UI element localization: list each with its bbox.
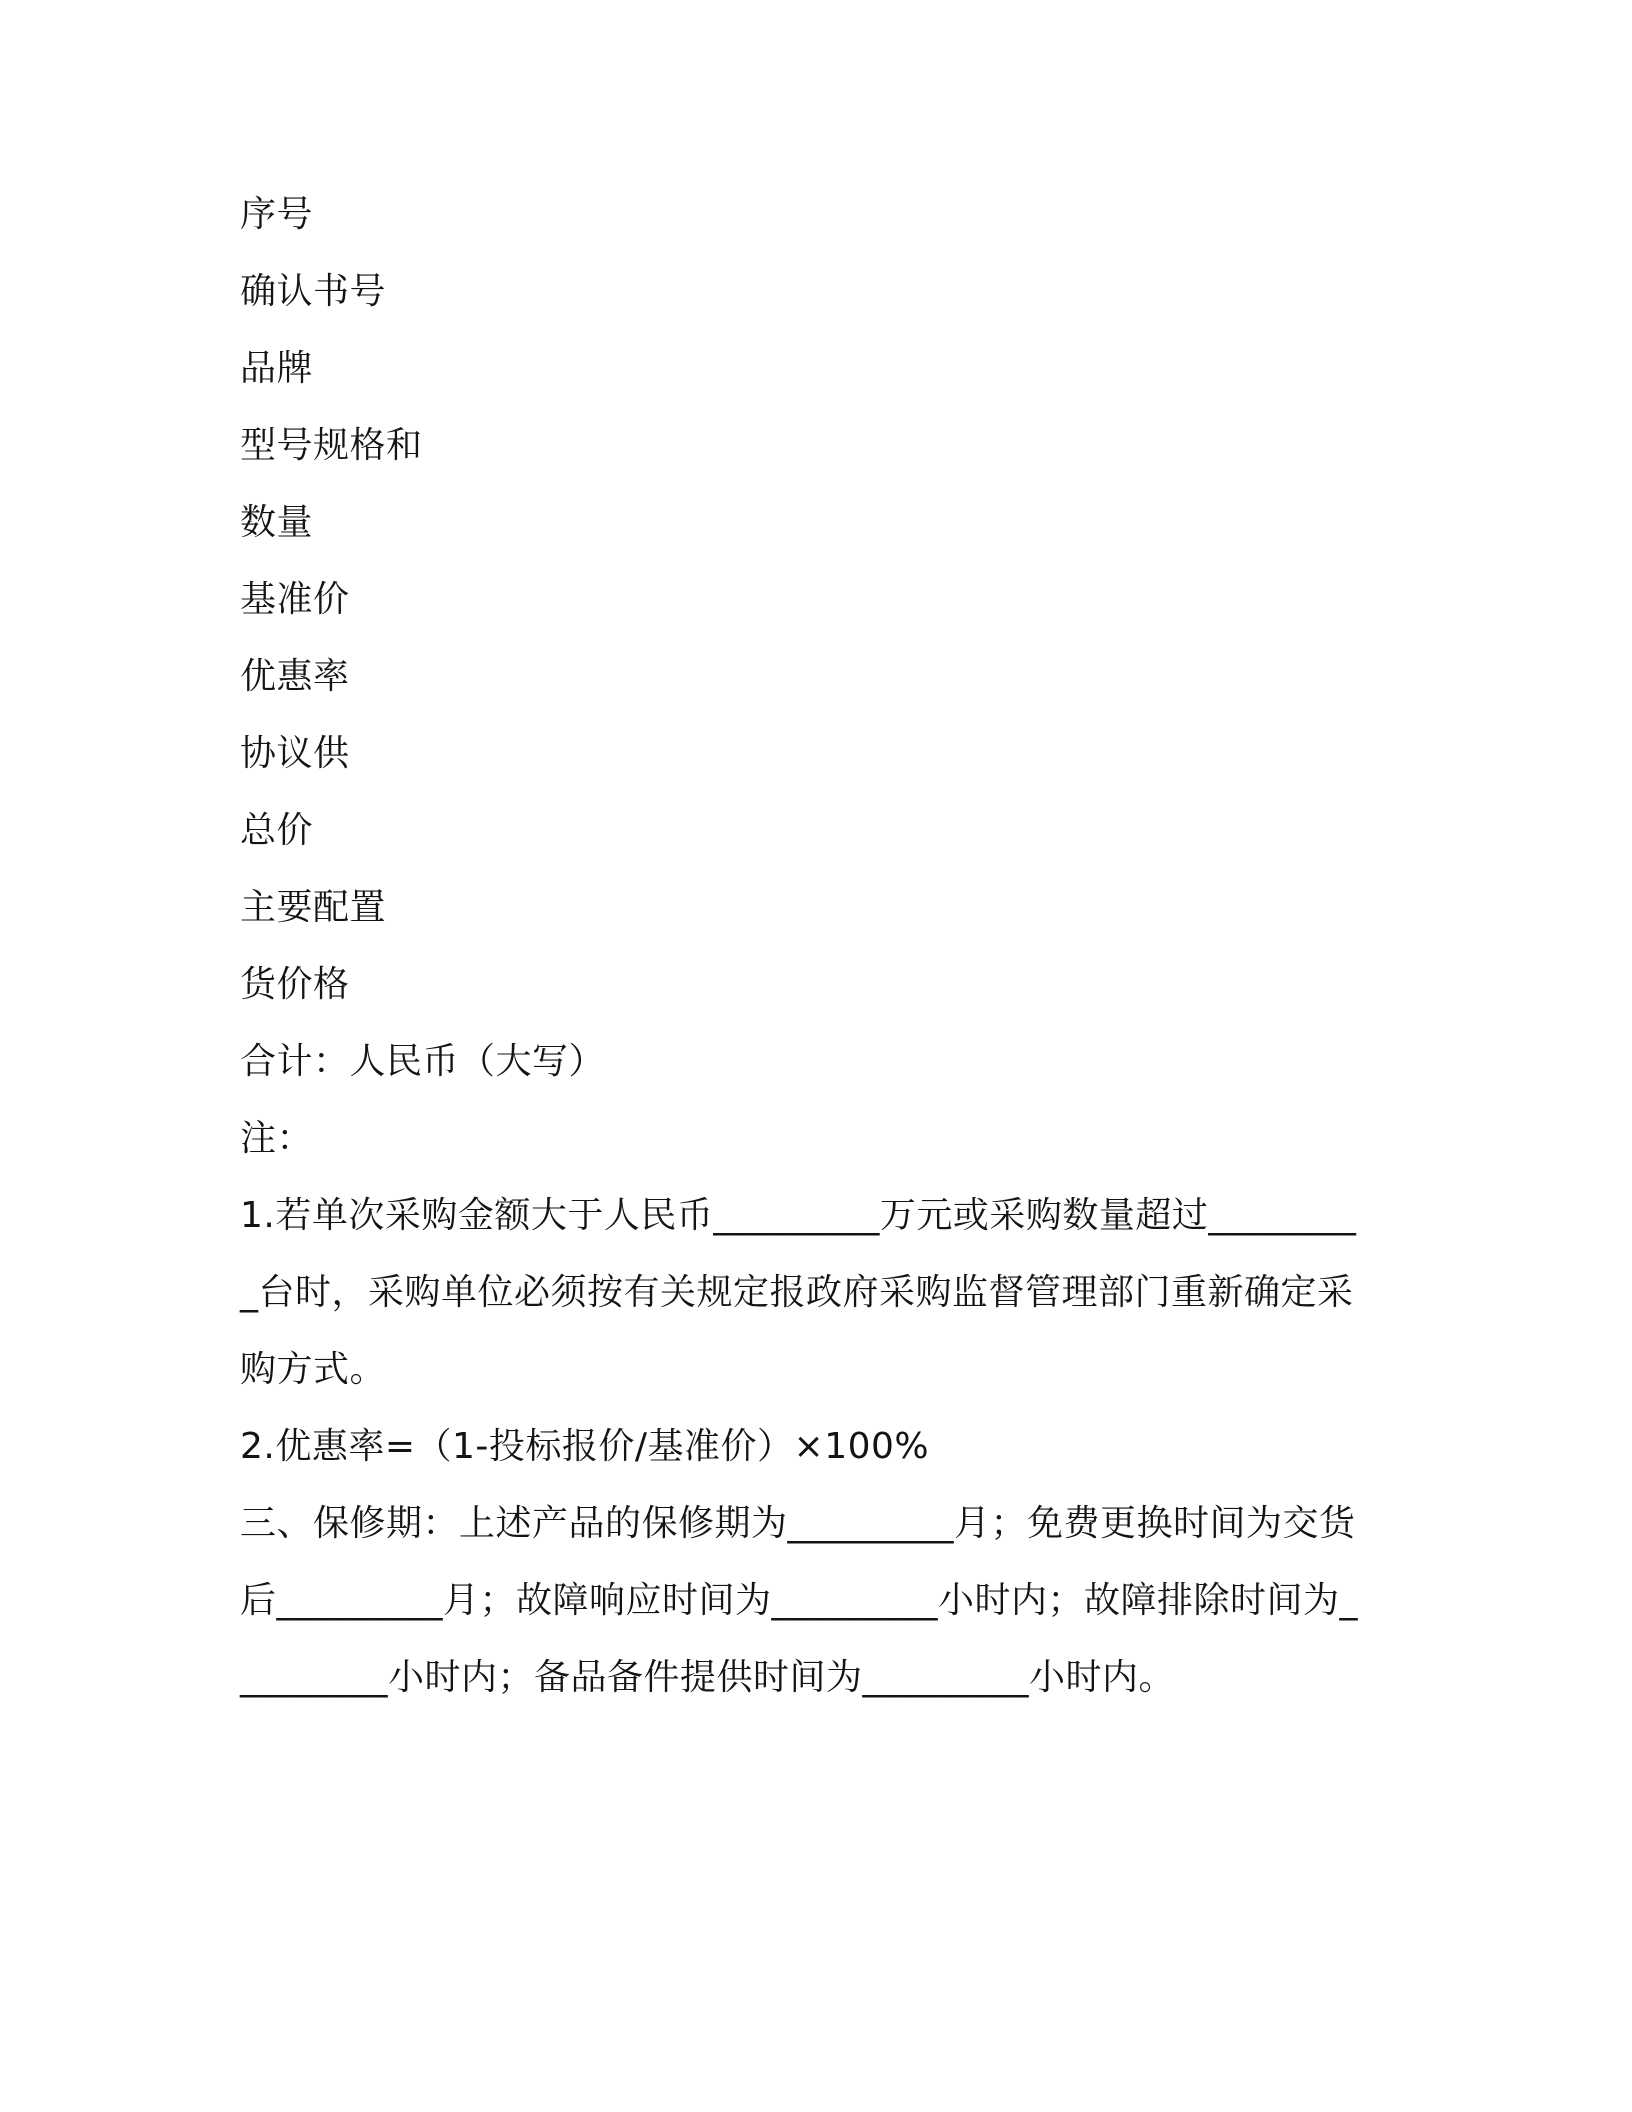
note-2-formula: 2.优惠率=（1-投标报价/基准价）×100% (240, 1426, 930, 1467)
total-rmb-label: 合计：人民币（大写） (240, 1041, 606, 1082)
field-label-confirmation-no: 确认书号 (240, 271, 387, 312)
field-label-base-price: 基准价 (240, 579, 350, 620)
field-label-discount-rate: 优惠率 (240, 656, 350, 697)
note-1-paragraph: 1.若单次采购金额大于人民币_________万元或采购数量超过_________台时，采购单位必须按有关规定报政府采购监督管理部门重新确定采购方式。 (240, 1195, 1357, 1390)
field-label-model-spec: 型号规格和 (240, 425, 423, 466)
field-label-serial: 序号 (240, 194, 314, 235)
field-label-goods-price: 货价格 (240, 964, 350, 1005)
field-label-brand: 品牌 (240, 348, 314, 389)
field-label-main-config: 主要配置 (240, 887, 387, 928)
notes-heading: 注： (240, 1118, 314, 1159)
warranty-paragraph: 三、保修期：上述产品的保修期为_________月；免费更换时间为交货后_________月；故障响应时间为_________小时内；故障排除时间为_________小时内；备品备件提供时间为_________小时内。 (240, 1503, 1359, 1698)
document-body (240, 176, 1370, 1716)
field-label-quantity: 数量 (240, 502, 314, 543)
field-label-total-price: 总价 (240, 810, 314, 851)
field-label-agreement-supply: 协议供 (240, 733, 350, 774)
